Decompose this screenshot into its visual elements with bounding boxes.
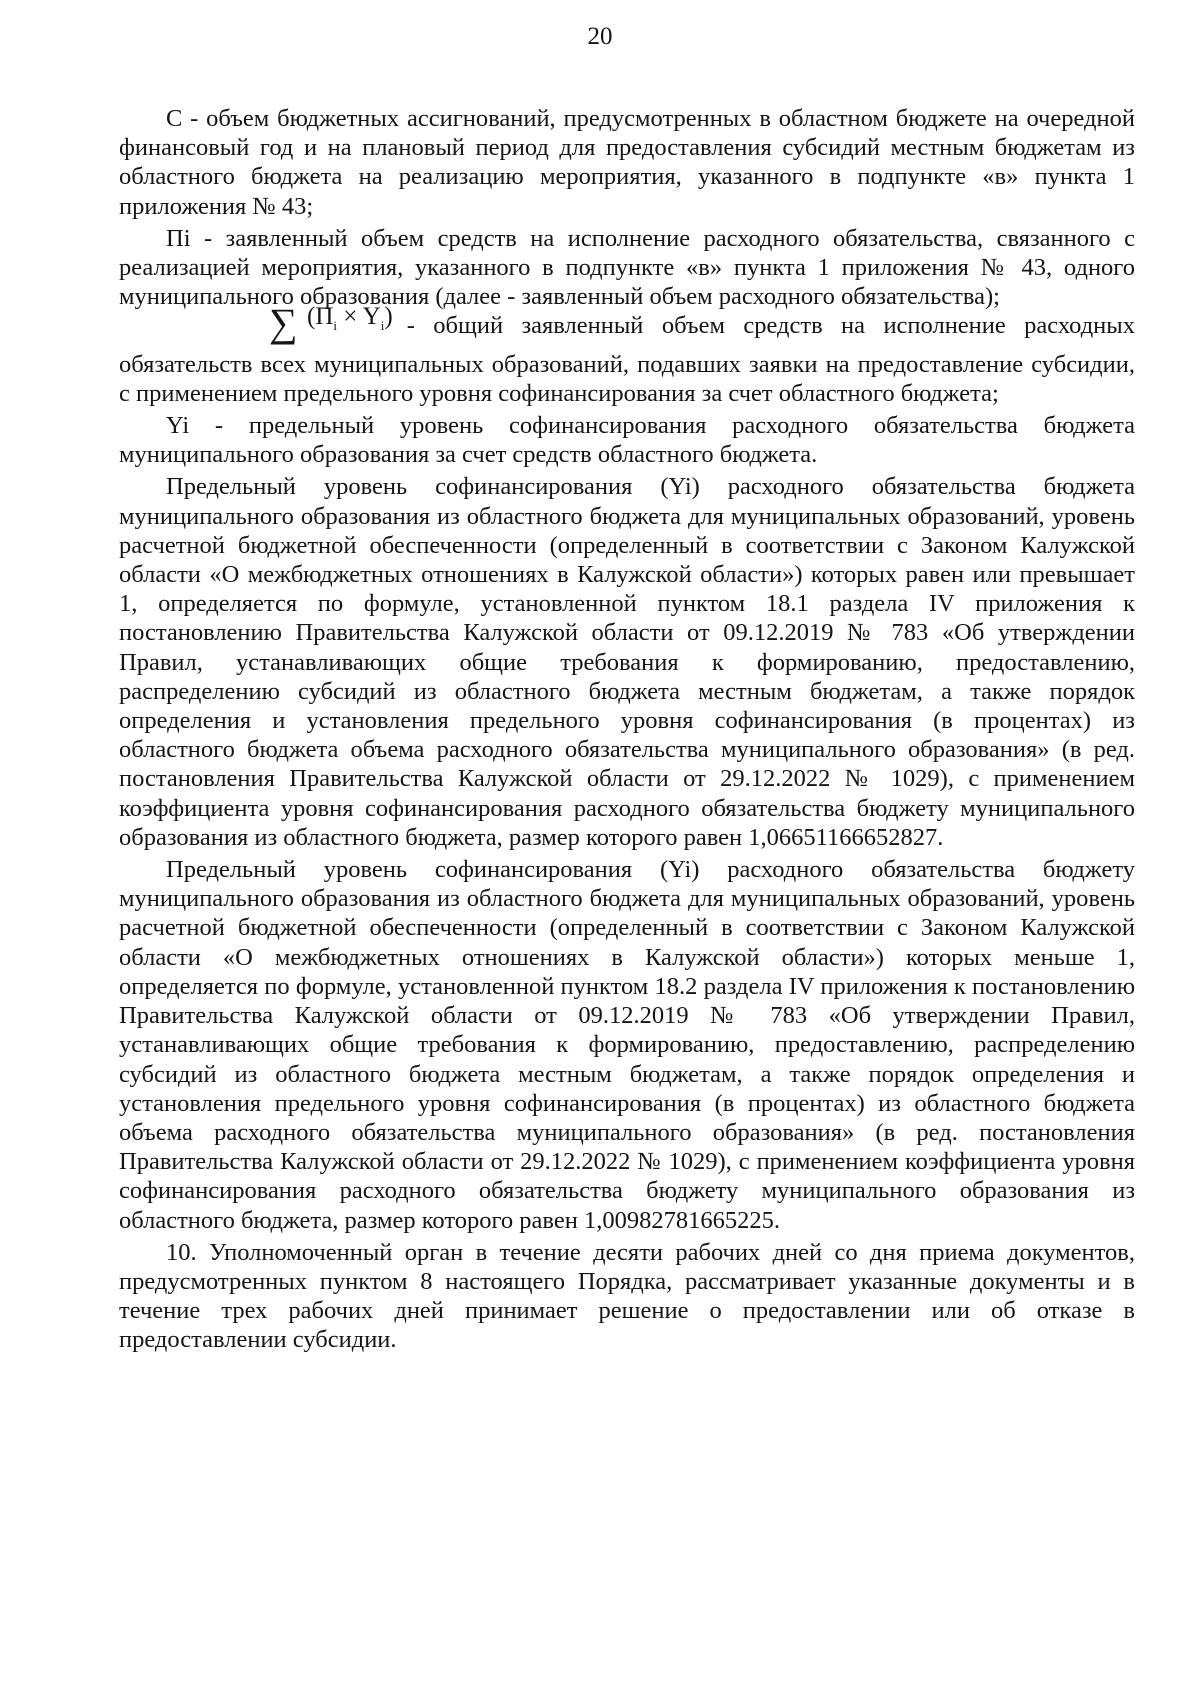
formula-expression: $(П_i \times Y_i)$	[307, 303, 393, 334]
paragraph-pi-definition: Пi - заявленный объем средств на исполнение расходного обязательства, связанного с реализацией мероприятия, указанного в подпункте «в» пункта 1 приложения № 43, одного муниципального образования (далее - заявленный объем расходного обязательства);	[119, 224, 1135, 311]
sum-formula	[166, 300, 393, 349]
paragraph-item-10: 10. Уполномоченный орган в течение десяти рабочих дней со дня приема документов, предусмотренных пунктом 8 настоящего Порядка, рассматривает указанные документы и в течение трех рабочих дней принимает решение о предоставлении или об отказе в предоставлении субсидии.	[119, 1238, 1135, 1354]
sigma-symbol: ∑	[269, 300, 298, 346]
paragraph-cofinancing-level-2: Предельный уровень софинансирования (Yi) расходного обязательства бюджету муниципального образования из областного бюджета для муниципальных образований, уровень расчетной бюджетной обеспеченности (определенный в соответствии с Законом Калужской области «О межбюджетных отношениях в Калужской области») которых меньше 1, определяется по формуле, установленной пунктом 18.2 раздела IV приложения к постановлению Правительства Калужской области от 09.12.2019 № 783 «Об утверждении Правил, устанавливающих общие требования к формированию, предоставлению, распределению субсидий из областного бюджета местным бюджетам, а также порядок определения и установления предельного уровня софинансирования (в процентах) из областного бюджета объема расходного обязательства муниципального образования» (в ред. постановления Правительства Калужской области от 29.12.2022 № 1029), с применением коэффициента уровня софинансирования расходного обязательства бюджету муниципального образования из областного бюджета, размер которого равен 1,00982781665225.	[119, 856, 1135, 1234]
page-number: 20	[587, 23, 613, 50]
paragraph-cofinancing-level-1: Предельный уровень софинансирования (Yi) расходного обязательства бюджета муниципального образования из областного бюджета для муниципальных образований, уровень расчетной бюджетной обеспеченности (определенный в соответствии с Законом Калужской области «О межбюджетных отношениях в Калужской области») которых равен или превышает 1, определяется по формуле, установленной пунктом 18.1 раздела IV приложения к постановлению Правительства Калужской области от 09.12.2019 № 783 «Об утверждении Правил, устанавливающих общие требования к формированию, предоставлению, распределению субсидий из областного бюджета местным бюджетам, а также порядок определения и установления предельного уровня софинансирования (в процентах) из областного бюджета объема расходного обязательства муниципального образования» (в ред. постановления Правительства Калужской области от 29.12.2022 № 1029), с применением коэффициента уровня софинансирования расходного обязательства бюджету муниципального образования из областного бюджета, размер которого равен 1,06651166652827.	[119, 473, 1135, 851]
document-body	[119, 104, 1135, 1355]
paragraph-sum-definition	[119, 300, 1135, 408]
paragraph-c-definition: С - объем бюджетных ассигнований, предусмотренных в областном бюджете на очередной финансовый год и на плановый период для предоставления субсидий местным бюджетам из областного бюджета на реализацию мероприятия, указанного в подпункте «в» пункта 1 приложения № 43;	[119, 105, 1135, 220]
paragraph-yi-definition: Yi - предельный уровень софинансирования расходного обязательства бюджета муниципального образования за счет средств областного бюджета.	[119, 412, 1135, 469]
sum-definition-text: - общий заявленный объем средств на исполнение расходных обязательств всех муниципальных образований, подавших заявки на предоставление субсидии, с применением предельного уровня софинансирования за счет областного бюджета;	[119, 312, 1135, 407]
